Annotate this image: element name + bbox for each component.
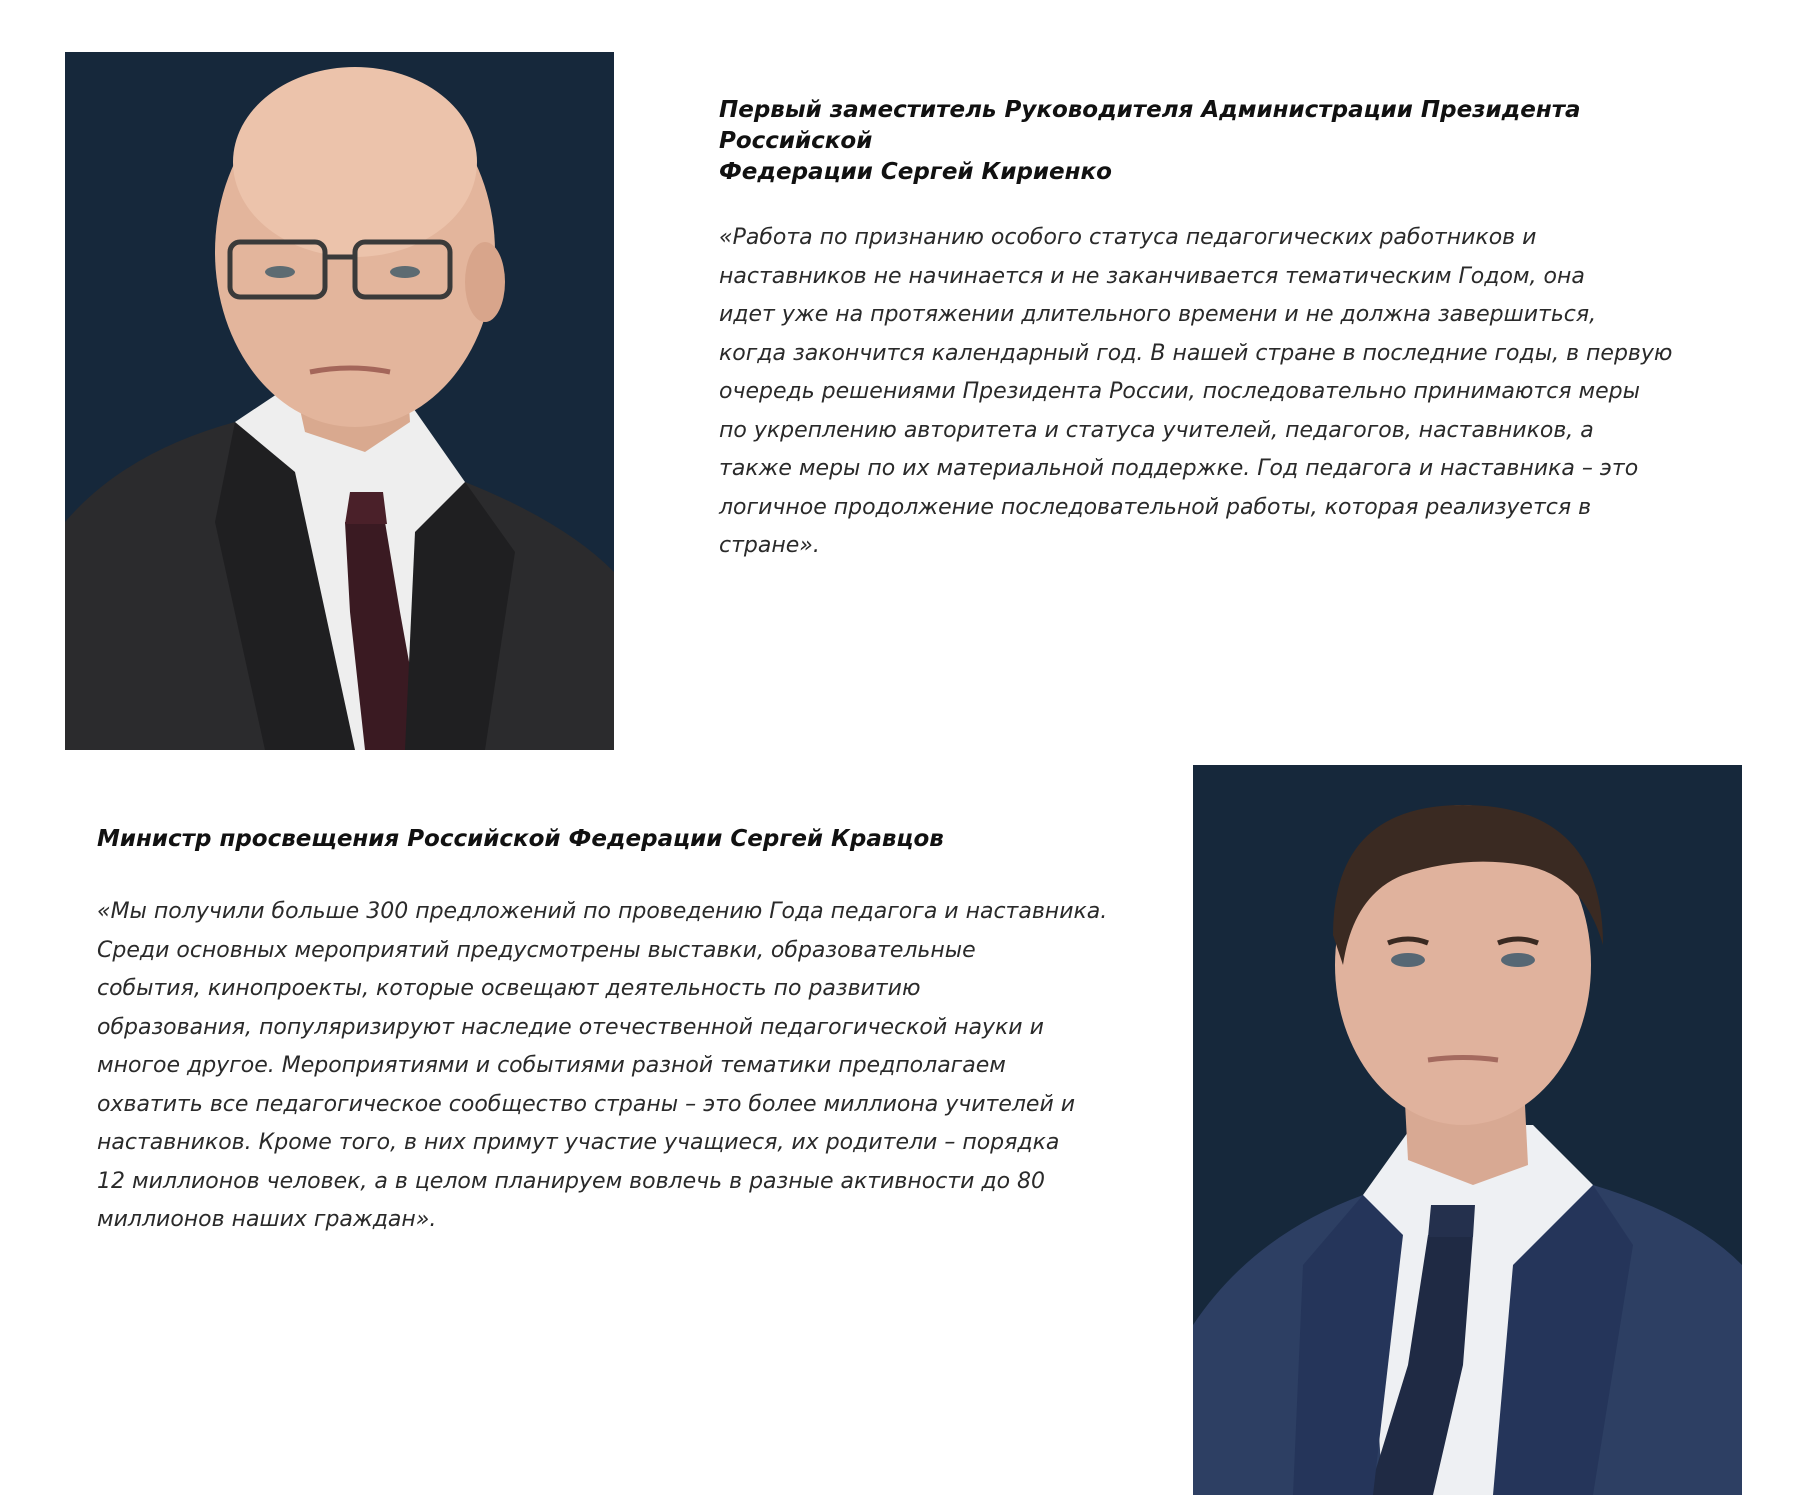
speaker-title-line: Федерации Сергей Кириенко [719,159,1112,185]
speaker-title [719,95,1719,188]
quote-line: миллионов наших граждан». [97,1207,437,1232]
speaker-title-line: Министр просвещения Российской Федерации Сергей Кравцов [97,826,944,852]
portrait-image [65,52,614,750]
speaker-title [97,824,1097,855]
speaker-quote [719,219,1719,566]
quote-line: стране». [719,533,820,558]
speaker-card-kravtsov [97,824,1108,1240]
quote-line: Среди основных мероприятий предусмотрены выставки, образовательные [97,937,976,963]
quote-line: охватить все педагогическое сообщество страны – это более миллиона учителей и [97,1091,1076,1117]
quote-line: 12 миллионов человек, а в целом планируем вовлечь в разные активности до 80 [97,1168,1046,1194]
quote-line: «Работа по признанию особого статуса педагогических работников и [719,225,1537,250]
quote-line: наставников не начинается и не заканчивается тематическим Годом, она [719,263,1585,289]
portrait-image [1193,765,1742,1495]
quote-line: логичное продолжение последовательной работы, которая реализуется в [719,494,1592,520]
quote-line: многое другое. Мероприятиями и событиями разной тематики предполагаем [97,1053,1006,1078]
quote-line: идет уже на протяжении длительного времени и не должна завершиться, [719,302,1597,327]
quote-line: «Мы получили больше 300 предложений по проведению Года педагога и наставника. [97,899,1108,924]
speaker-photo-kravtsov [1193,765,1742,1495]
speaker-card-kirienko [719,95,1719,566]
speaker-quote [97,893,1108,1240]
quote-line: также меры по их материальной поддержке. Год педагога и наставника – это [719,456,1639,481]
quote-line: когда закончится календарный год. В нашей стране в последние годы, в первую [719,340,1673,366]
quote-line: по укреплению авторитета и статуса учителей, педагогов, наставников, а [719,417,1594,443]
speaker-photo-kirienko [65,52,614,750]
quote-line: наставников. Кроме того, в них примут участие учащиеся, их родители – порядка [97,1130,1060,1155]
quote-line: события, кинопроекты, которые освещают деятельность по развитию [97,976,921,1001]
quote-line: образования, популяризируют наследие отечественной педагогической науки и [97,1014,1044,1040]
speaker-title-line: Первый заместитель Руководителя Администрации Президента Российской [719,97,1581,154]
quote-line: очередь решениями Президента России, последовательно принимаются меры [719,379,1640,404]
